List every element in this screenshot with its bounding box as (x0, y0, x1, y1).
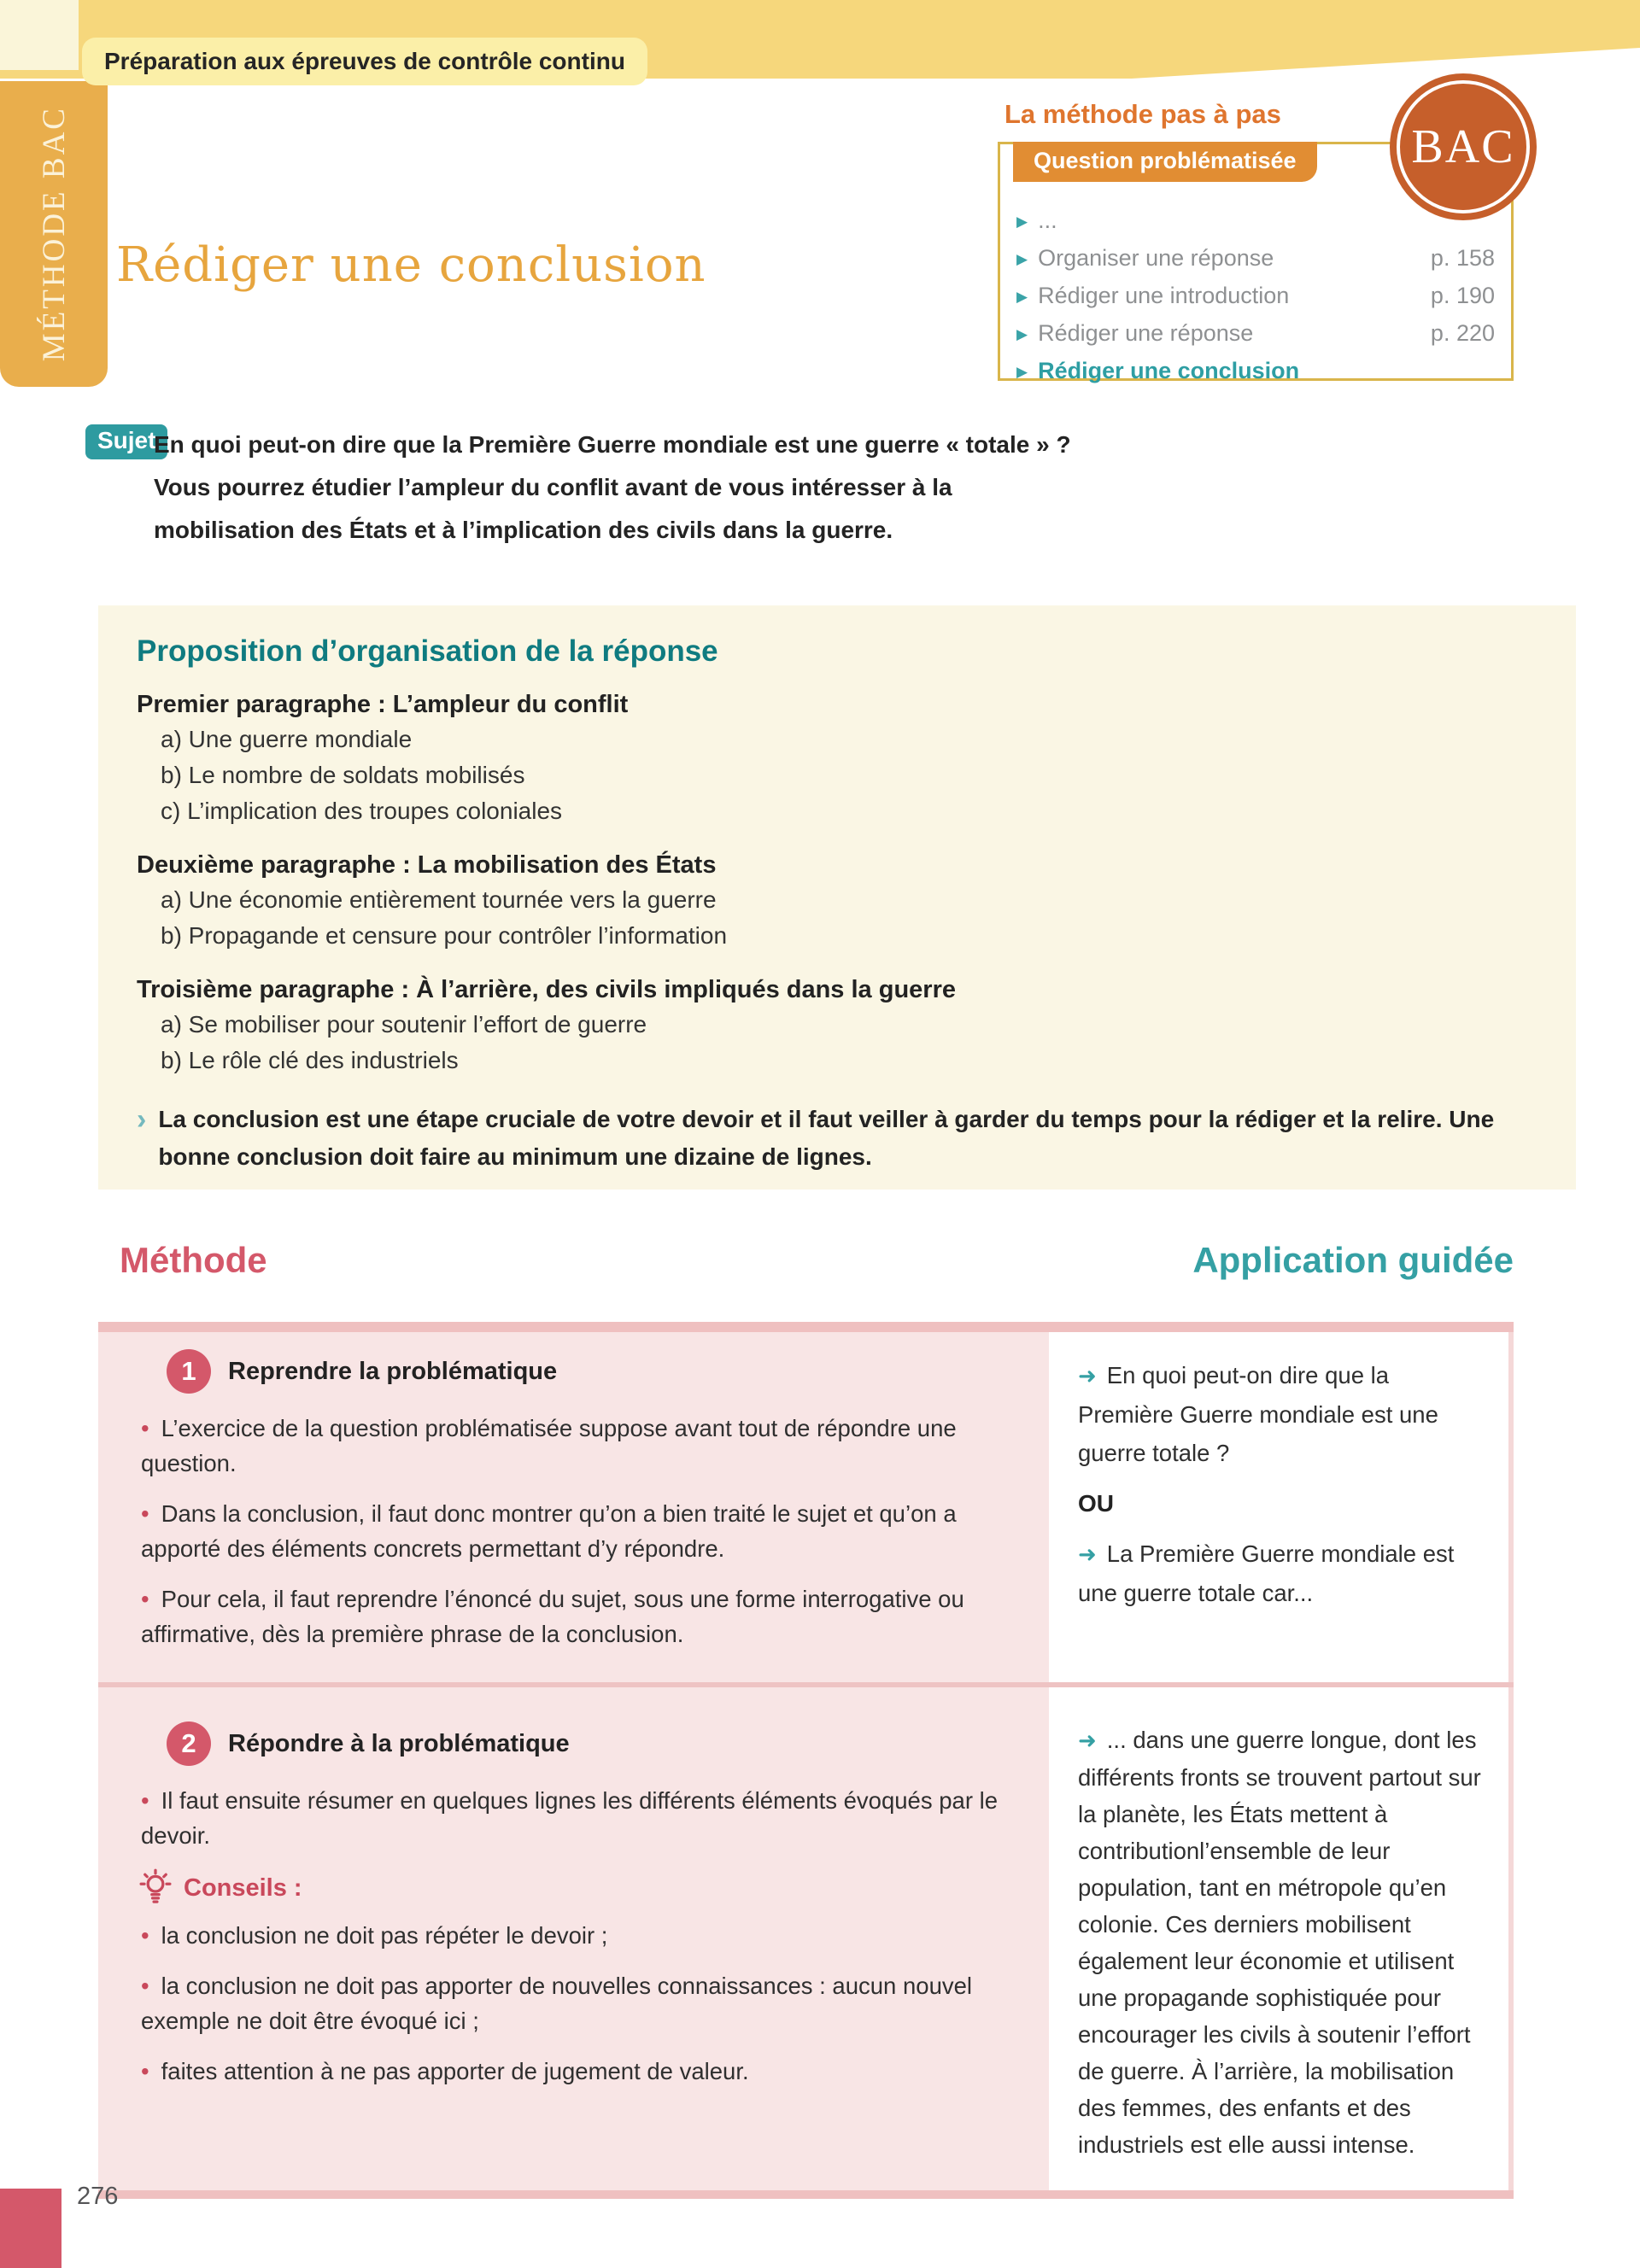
or-label: OU (1078, 1490, 1114, 1517)
footer-accent-square (0, 2189, 62, 2268)
method-nav-list (1016, 203, 1495, 391)
methode-step-2-cell (98, 1687, 1049, 2190)
table-row (98, 1687, 1514, 2190)
lightbulb-icon (136, 1868, 175, 1908)
paragraph-item: b) Propagande et censure pour contrôler l’information (161, 922, 728, 949)
table-bottom-bar (98, 2190, 1514, 2199)
arrow-right-icon (1078, 1541, 1097, 1567)
conseil-bullet: • la conclusion ne doit pas répéter le devoir ; (141, 1918, 1023, 1953)
conseil-bullet: • faites attention à ne pas apporter de jugement de valeur. (141, 2054, 1023, 2089)
nav-item[interactable] (1016, 278, 1495, 316)
corner-square (0, 0, 79, 70)
paragraph-item: a) Une économie entièrement tournée vers la guerre (161, 886, 717, 913)
paragraph-group (137, 687, 1538, 829)
step-number-badge: 2 (167, 1721, 211, 1766)
methode-heading: Méthode (120, 1240, 267, 1280)
arrow-right-icon (1078, 1363, 1097, 1388)
application-item (1078, 1721, 1486, 2163)
banner (82, 38, 647, 85)
application-step-2-cell (1049, 1687, 1514, 2190)
paragraph-item: a) Une guerre mondiale (161, 726, 413, 752)
triangle-icon (1016, 242, 1028, 277)
step-header (167, 1721, 1023, 1766)
paragraph-item: b) Le rôle clé des industriels (161, 1047, 459, 1073)
step-header (167, 1349, 1023, 1394)
methode-bullet: • L’exercice de la question problématisée suppose avant tout de répondre une question. (141, 1411, 1023, 1481)
paragraph-title: Premier paragraphe : L’ampleur du conflit (137, 691, 629, 718)
paragraph-item: b) Le nombre de soldats mobilisés (161, 762, 525, 788)
method-nav-tab: Question problématisée (1013, 142, 1317, 182)
nav-item-label: Rédiger une introduction (1038, 283, 1290, 308)
arrow-right-icon (1078, 1727, 1097, 1753)
application-item-text: La Première Guerre mondiale est une guerre totale car... (1078, 1540, 1455, 1606)
paragraph-group (137, 973, 1538, 1078)
bac-badge-text: BAC (1411, 120, 1515, 173)
paragraph-item: c) L’implication des troupes coloniales (161, 798, 563, 824)
application-item (1078, 1534, 1486, 1612)
nav-item-label: Rédiger une conclusion (1038, 358, 1300, 383)
nav-item[interactable] (1016, 241, 1495, 278)
method-nav-heading: La méthode pas à pas (1004, 99, 1281, 129)
application-item-text: ... dans une guerre longue, dont les différents fronts se trouvent partout sur la planète, les États mettent à contributionl’ensemble de leur population, tant en métropole qu’en colonie. Ces derniers mobilisent également leur économie et utilisent une propagande sophistiquée pour encourager les civils à soutenir l’effort de guerre. À l’arrière, la mobilisation des femmes, des enfants et des industriels est elle aussi intense. (1078, 1727, 1481, 2158)
conseils-label: Conseils : (184, 1873, 302, 1902)
sidebar-label: MÉTHODE BAC (36, 106, 72, 362)
step-title: Reprendre la problématique (228, 1357, 558, 1385)
application-item-text: En quoi peut-on dire que la Première Guerre mondiale est une guerre totale ? (1078, 1362, 1438, 1466)
paragraph-title: Troisième paragraphe : À l’arrière, des civils impliqués dans la guerre (137, 976, 956, 1003)
methode-bullet: • Dans la conclusion, il faut donc montrer qu’on a bien traité le sujet et qu’on a apporté des éléments concrets permettant d’y répondre. (141, 1496, 1023, 1566)
page-title: Rédiger une conclusion (116, 237, 706, 293)
methode-step-1-cell (98, 1332, 1049, 1682)
conseil-bullet: • la conclusion ne doit pas apporter de nouvelles connaissances : aucun nouvel exemple ne doit être évoqué ici ; (141, 1968, 1023, 2038)
nav-item-page: p. 220 (1430, 320, 1495, 346)
triangle-icon (1016, 317, 1028, 352)
methode-application-table (98, 1322, 1514, 2199)
nav-item-current[interactable] (1016, 354, 1495, 391)
banner-text: Préparation aux épreuves de contrôle continu (104, 48, 625, 74)
methode-bullet: • Pour cela, il faut reprendre l’énoncé du sujet, sous une forme interrogative ou affirmative, dès la première phrase de la conclusion. (141, 1581, 1023, 1651)
paragraph-group (137, 848, 1538, 954)
paragraph-title: Deuxième paragraphe : La mobilisation des États (137, 851, 717, 879)
proposition-box (98, 605, 1576, 1190)
step-title: Répondre à la problématique (228, 1729, 570, 1757)
nav-item-page: p. 190 (1430, 283, 1495, 308)
nav-item-label: ... (1038, 208, 1057, 233)
nav-item-label: Organiser une réponse (1038, 245, 1274, 271)
nav-item[interactable] (1016, 316, 1495, 354)
application-item (1078, 1356, 1486, 1472)
proposition-title: Proposition d’organisation de la réponse (137, 634, 718, 668)
application-heading: Application guidée (1192, 1240, 1514, 1280)
table-top-bar (98, 1322, 1514, 1332)
paragraph-item: a) Se mobiliser pour soutenir l’effort de guerre (161, 1011, 647, 1038)
sujet-tag: Sujet (85, 424, 167, 459)
application-step-1-cell (1049, 1332, 1514, 1682)
page-number: 276 (77, 2183, 119, 2210)
methode-bullet: • Il faut ensuite résumer en quelques lignes les différents éléments évoqués par le devoir. (141, 1783, 1023, 1853)
triangle-icon (1016, 279, 1028, 314)
table-row (98, 1332, 1514, 1682)
bac-badge (1390, 73, 1537, 220)
proposition-note-text: La conclusion est une étape cruciale de votre devoir et il faut veiller à garder du temps pour la rédiger et la relire. Une bonne conclusion doit faire au minimum une dizaine de lignes. (158, 1106, 1495, 1170)
sujet-text: En quoi peut-on dire que la Première Guerre mondiale est une guerre « totale » ? Vous pourrez étudier l’ampleur du conflit avant de vous intéresser à la mobilisation des États et à l’implication des civils dans la guerre. (154, 431, 1071, 543)
conseils-header (136, 1868, 1023, 1908)
step-number-badge: 1 (167, 1349, 211, 1394)
triangle-icon (1016, 354, 1028, 389)
nav-item-label: Rédiger une réponse (1038, 320, 1254, 346)
proposition-note (137, 1101, 1538, 1176)
triangle-icon (1016, 204, 1028, 239)
nav-item-page: p. 158 (1430, 245, 1495, 271)
sidebar-tab (0, 81, 108, 387)
chevron-icon (137, 1101, 146, 1176)
